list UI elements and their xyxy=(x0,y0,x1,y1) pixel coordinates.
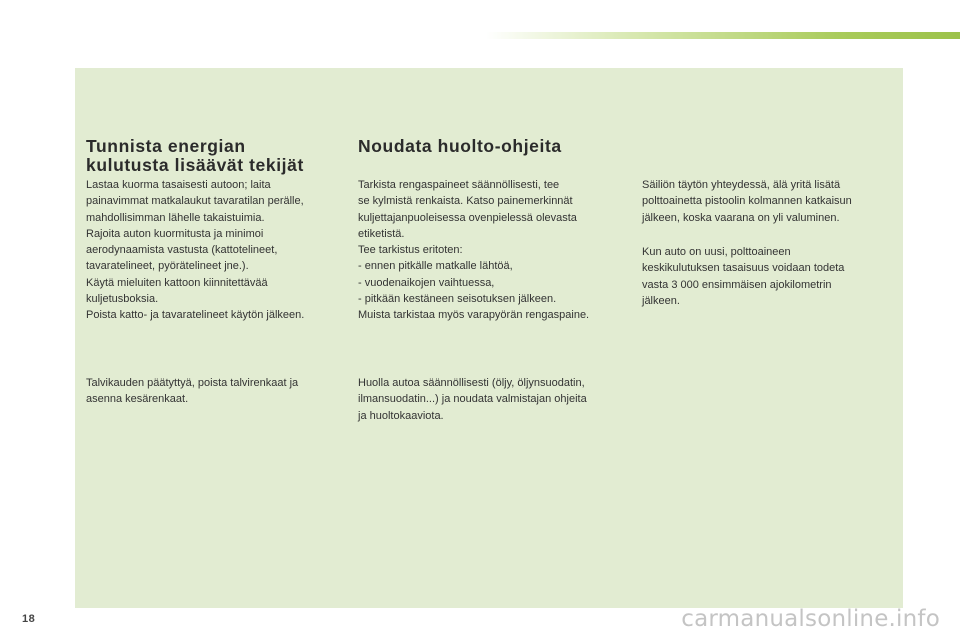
energy-heading: Tunnista energian kulutusta lisäävät tekijät xyxy=(86,136,304,175)
maintenance-tyre-pressure-paragraph: Tarkista rengaspaineet säännöllisesti, tee se kylmistä renkaista. Katso painemerkinnät kuljettajanpuoleisessa ovenpielessä olevasta etiketistä. Tee tarkistus eritoten: - ennen pitkälle matkalle lähtöä, - vuodenaikojen vaihtuessa, - pitkään kestäneen seisotuksen jälkeen. Muista tarkistaa myös varapyörän rengaspaine. xyxy=(358,179,590,322)
maintenance-refuel-paragraph: Säiliön täytön yhteydessä, älä yritä lisätä polttoainetta pistoolin kolmannen katkaisun jälkeen, koska vaarana on yli valuminen. xyxy=(642,179,852,224)
energy-tyres-paragraph: Talvikauden päätyttyä, poista talvirenkaat ja asenna kesärenkaat. xyxy=(86,377,299,406)
maintenance-service-paragraph: Huolla autoa säännöllisesti (öljy, öljynsuodatin, ilmansuodatin...) ja noudata valmistajan ohjeita ja huoltokaaviota. xyxy=(358,377,587,422)
header-accent-bar xyxy=(486,32,960,39)
maintenance-heading: Noudata huolto-ohjeita xyxy=(358,136,562,156)
maintenance-new-car-paragraph: Kun auto on uusi, polttoaineen keskikulutuksen tasaisuus voidaan todeta vasta 3 000 ensimmäisen ajokilometrin jälkeen. xyxy=(642,246,845,307)
page-number: 18 xyxy=(22,613,36,625)
energy-load-paragraph: Lastaa kuorma tasaisesti autoon; laita painavimmat matkalaukut tavaratilan perälle, mahdollisimman lähelle takaistuimia. Rajoita auton kuormitusta ja minimoi aerodynaamista vastusta (kattotelineet, tavaratelineet, pyörätelineet jne.). Käytä mieluiten kattoon kiinnitettävää kuljetusboksia. Poista katto- ja tavaratelineet käytön jälkeen. xyxy=(86,179,305,322)
watermark-text: carmanualsonline.info xyxy=(681,606,940,632)
